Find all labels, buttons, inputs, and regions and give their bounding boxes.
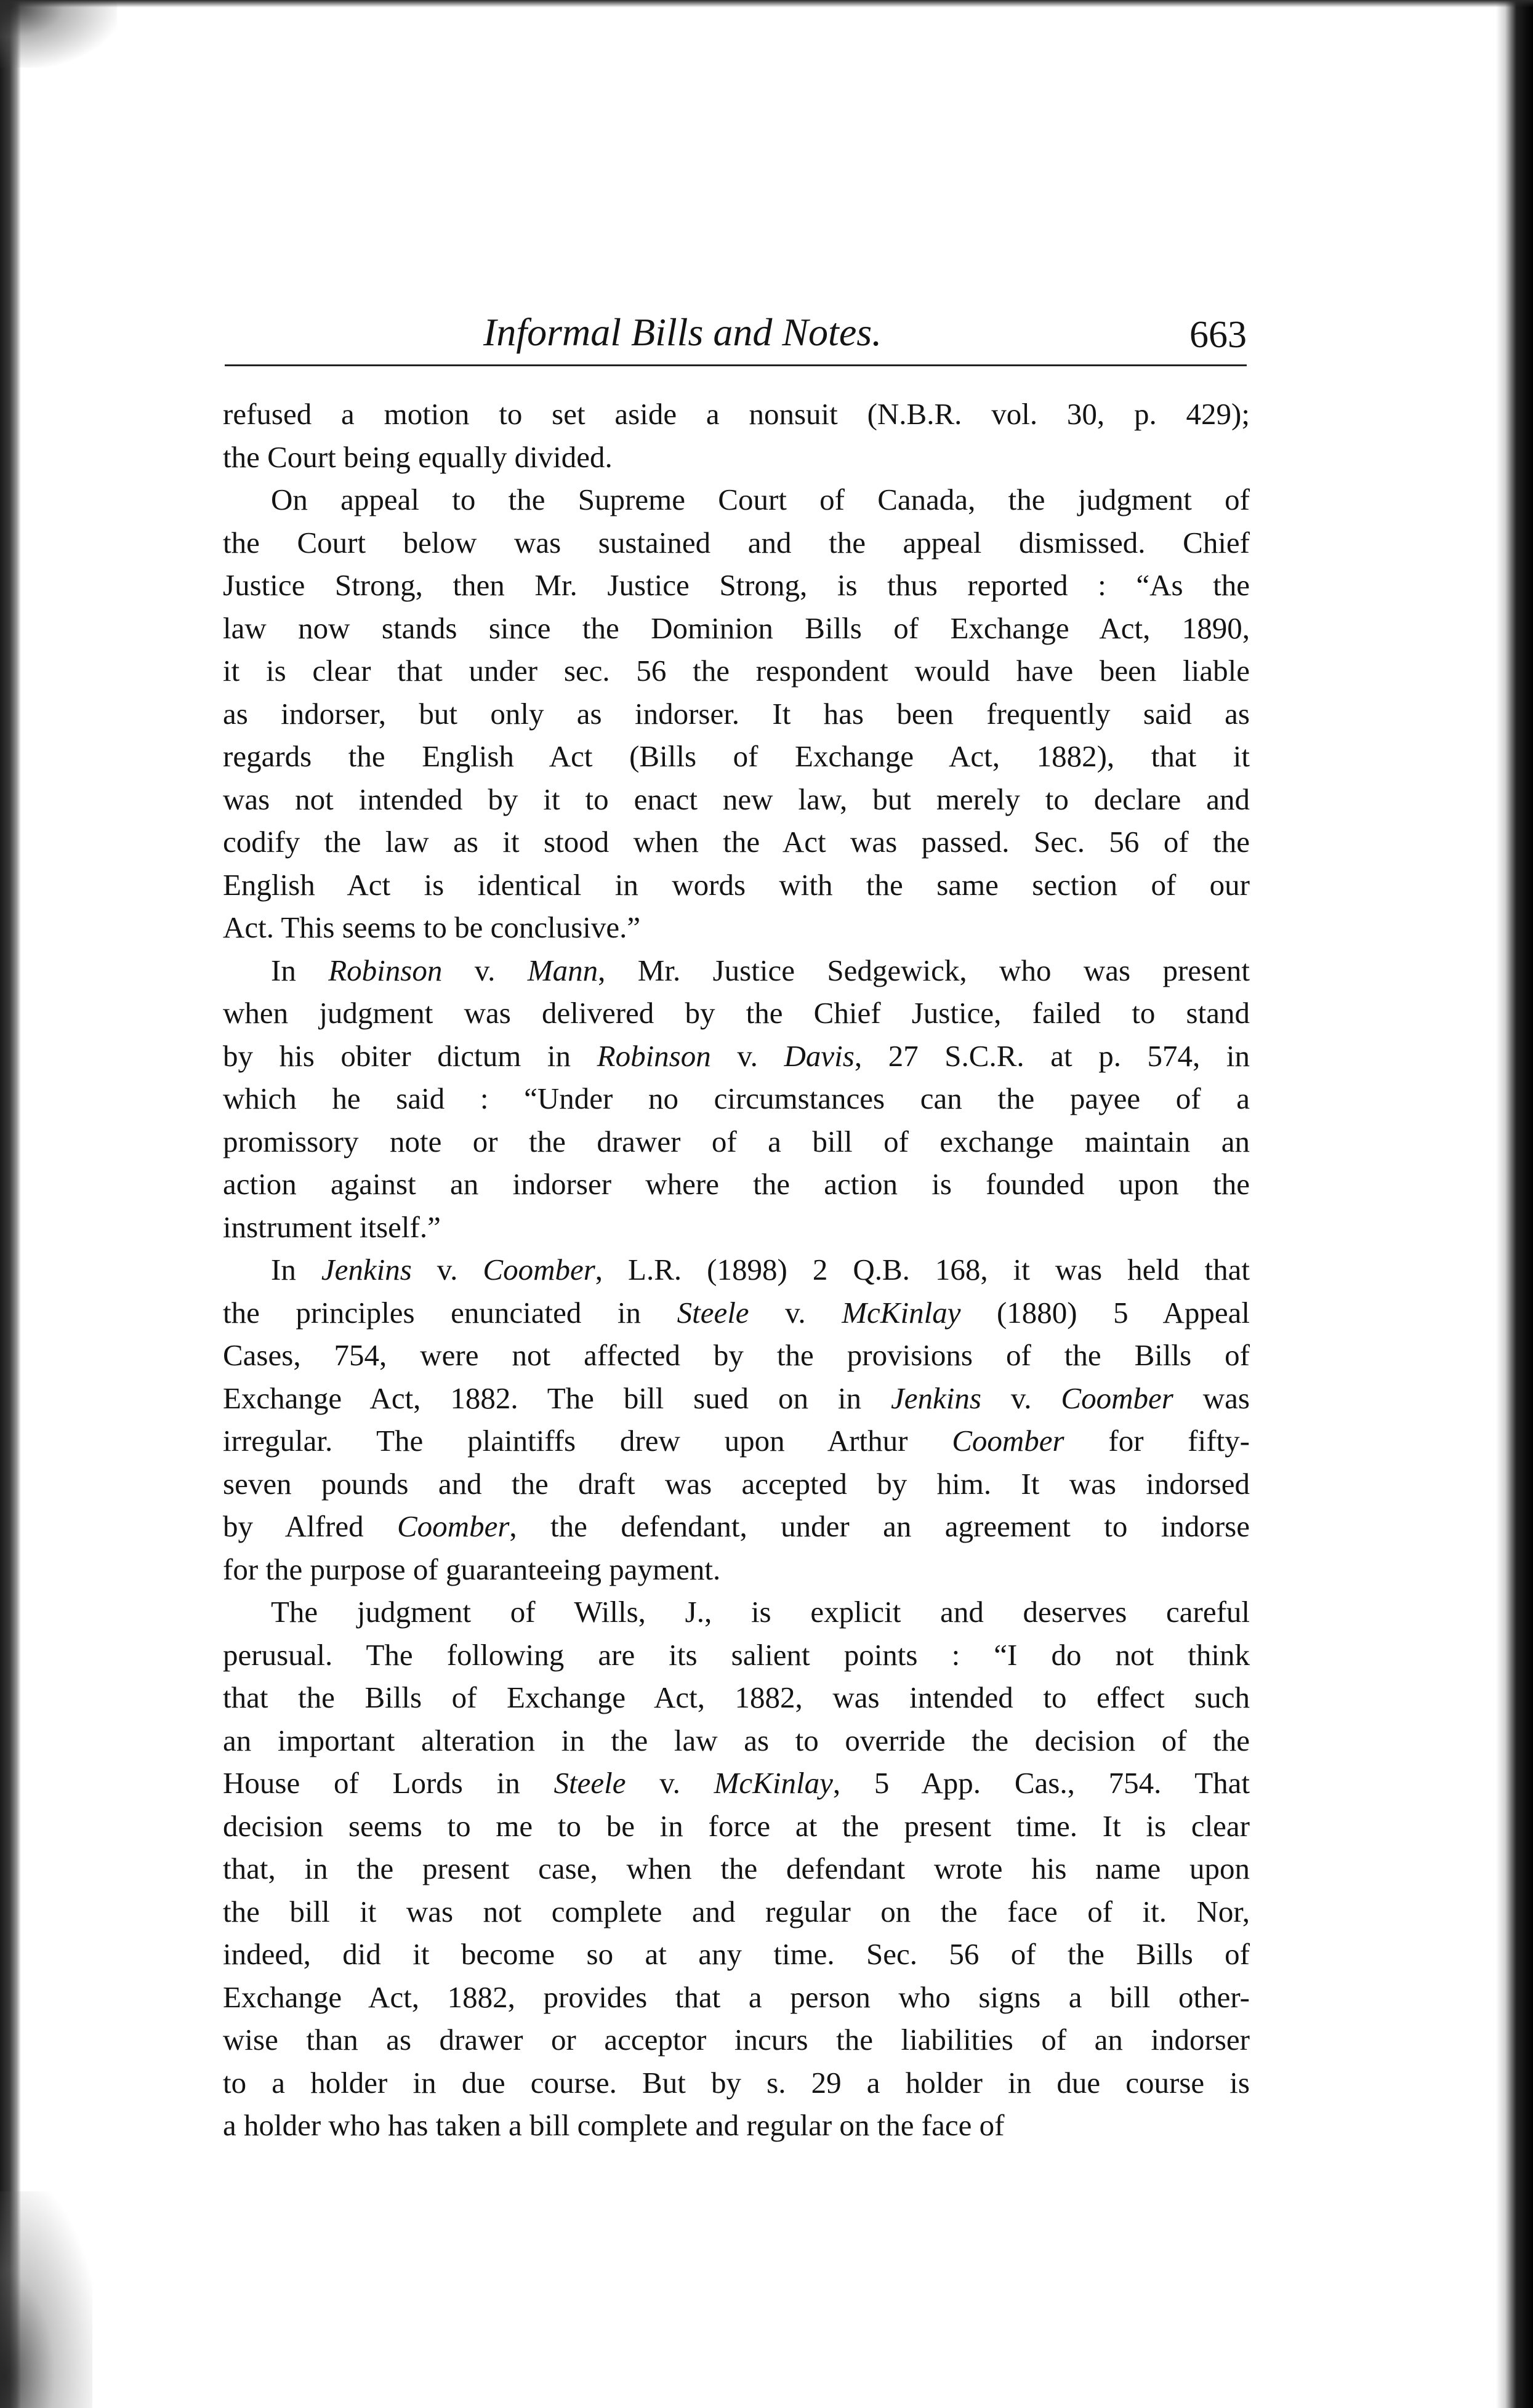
text-line: that, in the present case, when the defendant wrote his name upon bbox=[223, 1852, 1250, 1885]
text-line: regards the English Act (Bills of Exchange Act, 1882), that it bbox=[223, 739, 1250, 773]
text-line: House of Lords in Steele v. McKinlay, 5 App. Cas., 754. That bbox=[223, 1766, 1250, 1800]
body-text bbox=[223, 393, 1250, 2147]
text-line: law now stands since the Dominion Bills of Exchange Act, 1890, bbox=[223, 611, 1250, 645]
text-line: when judgment was delivered by the Chief Justice, failed to stand bbox=[223, 996, 1250, 1030]
text-line: decision seems to me to be in force at the present time. It is clear bbox=[223, 1808, 1250, 1843]
binding-shadow bbox=[0, 0, 21, 2408]
paragraph bbox=[223, 949, 1250, 1249]
header-rule bbox=[225, 364, 1247, 366]
text-line: On appeal to the Supreme Court of Canada, the judgment of bbox=[271, 483, 1250, 516]
paragraph bbox=[223, 1591, 1250, 2147]
text-line: an important alteration in the law as to override the decision of the bbox=[223, 1723, 1250, 1757]
text-line: perusual. The following are its salient points : “I do not think bbox=[223, 1637, 1250, 1672]
text-line: the Court being equally divided. bbox=[223, 439, 613, 474]
text-line: to a holder in due course. But by s. 29 a holder in due course is bbox=[223, 2065, 1250, 2100]
text-line: the bill it was not complete and regular on the face of it. Nor, bbox=[223, 1894, 1250, 1928]
text-line: promissory note or the drawer of a bill of exchange maintain an bbox=[223, 1124, 1250, 1158]
text-line: wise than as drawer or acceptor incurs the liabilities of an indorser bbox=[223, 2023, 1250, 2057]
text-line: Justice Strong, then Mr. Justice Strong, is thus reported : “As the bbox=[223, 568, 1250, 602]
paragraph bbox=[223, 478, 1250, 949]
scan-smudge-top bbox=[0, 0, 117, 68]
text-line: indeed, did it become so at any time. Sec. 56 of the Bills of bbox=[223, 1937, 1250, 1971]
text-line: which he said : “Under no circumstances can the payee of a bbox=[223, 1082, 1250, 1115]
text-line: the principles enunciated in Steele v. McKinlay (1880) 5 Appeal bbox=[223, 1295, 1250, 1330]
text-line: refused a motion to set aside a nonsuit (N.B.R. vol. 30, p. 429); bbox=[223, 397, 1250, 431]
text-line: action against an indorser where the action is founded upon the bbox=[223, 1167, 1250, 1201]
text-line: a holder who has taken a bill complete and regular on the face of bbox=[223, 2108, 1005, 2142]
text-line: In Jenkins v. Coomber, L.R. (1898) 2 Q.B. 168, it was held that bbox=[271, 1253, 1250, 1286]
text-line: by his obiter dictum in Robinson v. Davis, 27 S.C.R. at p. 574, in bbox=[223, 1038, 1250, 1073]
text-line: English Act is identical in words with the same section of our bbox=[223, 867, 1250, 902]
scan-smudge-bottom bbox=[0, 2191, 92, 2408]
text-line: Act. This seems to be conclusive.” bbox=[223, 910, 641, 944]
text-line: it is clear that under sec. 56 the respondent would have been liable bbox=[223, 654, 1250, 688]
running-head bbox=[225, 303, 1247, 362]
paragraph bbox=[223, 1248, 1250, 1591]
text-line: In Robinson v. Mann, Mr. Justice Sedgewick, who was present bbox=[271, 953, 1250, 987]
text-line: that the Bills of Exchange Act, 1882, was intended to effect such bbox=[223, 1680, 1250, 1714]
paragraph bbox=[223, 393, 1250, 478]
text-line: The judgment of Wills, J., is explicit and deserves careful bbox=[271, 1595, 1250, 1629]
text-line: seven pounds and the draft was accepted by him. It was indorsed bbox=[223, 1466, 1250, 1501]
text-line: Cases, 754, were not affected by the provisions of the Bills of bbox=[223, 1338, 1250, 1372]
text-line: Exchange Act, 1882. The bill sued on in Jenkins v. Coomber was bbox=[223, 1381, 1250, 1415]
page-edge-right bbox=[1496, 0, 1533, 2408]
text-line: the Court below was sustained and the appeal dismissed. Chief bbox=[223, 525, 1250, 560]
running-title: Informal Bills and Notes. bbox=[483, 310, 882, 354]
text-line: instrument itself.” bbox=[223, 1210, 441, 1244]
text-line: as indorser, but only as indorser. It has been frequently said as bbox=[223, 696, 1250, 731]
text-line: by Alfred Coomber, the defendant, under an agreement to indorse bbox=[223, 1509, 1250, 1543]
text-line: was not intended by it to enact new law, but merely to declare and bbox=[223, 782, 1250, 816]
page-number: 663 bbox=[1189, 314, 1247, 356]
text-line: irregular. The plaintiffs drew upon Arthur Coomber for fifty- bbox=[223, 1424, 1250, 1458]
text-line: for the purpose of guaranteeing payment. bbox=[223, 1552, 721, 1586]
text-line: codify the law as it stood when the Act was passed. Sec. 56 of the bbox=[223, 825, 1250, 859]
page-edge-top bbox=[0, 0, 1533, 7]
text-line: Exchange Act, 1882, provides that a person who signs a bill other- bbox=[223, 1980, 1250, 2014]
